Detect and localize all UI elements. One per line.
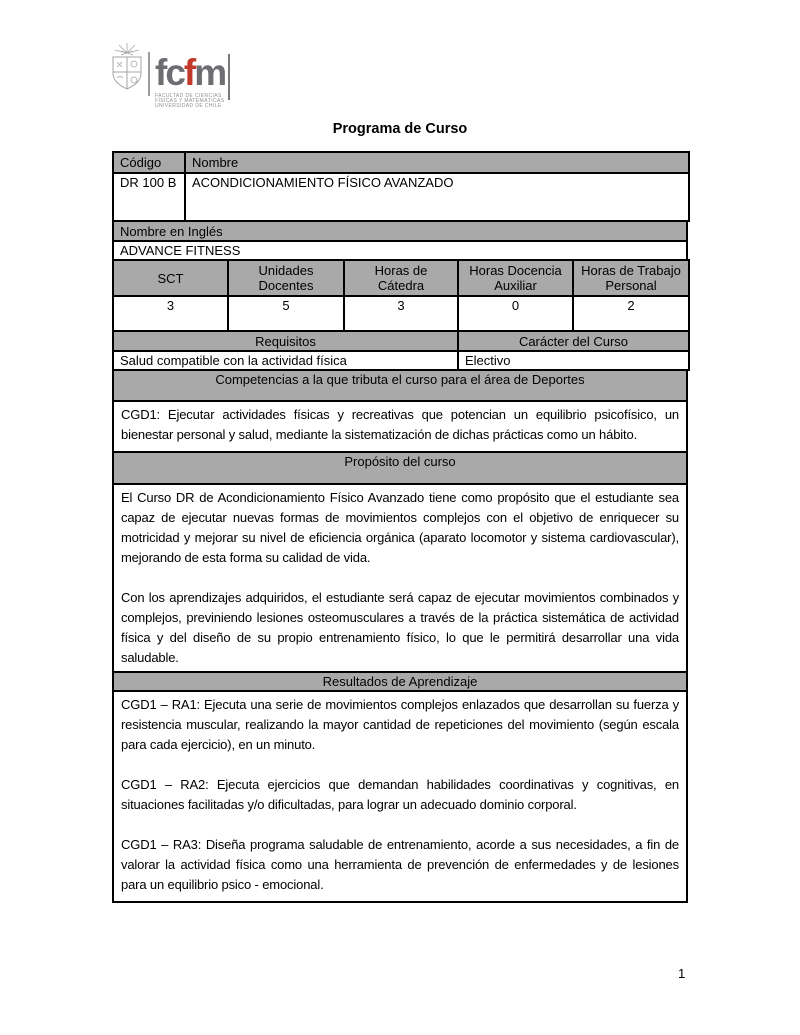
resultados-header-cell: Resultados de Aprendizaje <box>113 672 687 691</box>
requisitos-value-cell: Salud compatible con la actividad física <box>113 351 458 370</box>
logo-letter: f <box>155 52 166 93</box>
proposito-header-cell: Propósito del curso <box>113 452 687 484</box>
logo-caption-line: FACULTAD DE CIENCIAS <box>155 93 222 99</box>
description-section <box>112 369 688 903</box>
codigo-header-cell: Código <box>113 152 185 173</box>
requirements-section <box>112 330 690 371</box>
university-logo <box>106 42 230 109</box>
proposito-text-cell <box>113 484 687 672</box>
caracter-value-cell: Electivo <box>458 351 689 370</box>
proposito-paragraph: Con los aprendizajes adquiridos, el estudiante será capaz de ejecutar movimientos combinados y complejos, previniendo lesiones osteomusculares a través de la práctica sistemática de actividad física y del diseño de su propio entrenamiento físico, lo que le permitirá desarrollar una vida saludable. <box>121 590 679 665</box>
logo-letter: c <box>165 52 184 93</box>
logo-divider-left <box>148 52 150 96</box>
logo-caption-line: FÍSICAS Y MATEMÁTICAS <box>155 98 225 104</box>
logo-letter: m <box>194 52 226 93</box>
english-name-section <box>112 220 688 261</box>
proposito-paragraph: El Curso DR de Acondicionamiento Físico Avanzado tiene como propósito que el estudiante sea capaz de ejecutar nuevas formas de movimientos complejos con el objetivo de enriquecer su motricidad y mejorar su nivel de eficiencia orgánica (aparato locomotor y sistema cardiovascular), mejorando de esta forma su calidad de vida. <box>121 490 679 565</box>
horas-catedra-header-cell: Horas de Cátedra <box>344 260 458 296</box>
course-program-table <box>112 151 688 903</box>
logo-letter-accent: f <box>183 52 195 93</box>
codigo-value-cell: DR 100 B <box>113 173 185 221</box>
university-crest-icon <box>106 42 148 98</box>
sct-value-cell: 3 <box>113 296 228 331</box>
resultados-text-cell <box>113 691 687 902</box>
requisitos-header-cell: Requisitos <box>113 331 458 351</box>
logo-caption <box>155 94 225 109</box>
credits-hours-section <box>112 259 690 332</box>
code-name-section <box>112 151 690 222</box>
unidades-docentes-value-cell: 5 <box>228 296 344 331</box>
resultado-paragraph-ra1: CGD1 – RA1: Ejecuta una serie de movimientos complejos enlazados que desarrollan su fuerza y resistencia muscular, realizando la mayor cantidad de repeticiones del movimiento (según escala para cada ejercicio), en un minuto. <box>121 697 679 752</box>
nombre-ingles-value-cell: ADVANCE FITNESS <box>113 241 687 260</box>
nombre-value-cell: ACONDICIONAMIENTO FÍSICO AVANZADO <box>185 173 689 221</box>
page-number: 1 <box>678 966 686 981</box>
horas-docencia-auxiliar-header-cell: Horas Docencia Auxiliar <box>458 260 573 296</box>
horas-trabajo-personal-header-cell: Horas de Trabajo Personal <box>573 260 689 296</box>
nombre-ingles-header-cell: Nombre en Inglés <box>113 221 687 241</box>
competencias-header-cell: Competencias a la que tributa el curso para el área de Deportes <box>113 370 687 401</box>
horas-trabajo-personal-value-cell: 2 <box>573 296 689 331</box>
logo-wordmark <box>155 52 226 93</box>
nombre-header-cell: Nombre <box>185 152 689 173</box>
logo-caption-line: UNIVERSIDAD DE CHILE <box>155 103 222 109</box>
unidades-docentes-header-cell: Unidades Docentes <box>228 260 344 296</box>
page-title: Programa de Curso <box>332 121 468 137</box>
resultado-paragraph-ra2: CGD1 – RA2: Ejecuta ejercicios que demandan habilidades coordinativas y cognitivas, en situaciones facilitadas y/o dificultadas, para lograr un adecuado dominio corporal. <box>121 777 679 812</box>
caracter-header-cell: Carácter del Curso <box>458 331 689 351</box>
logo-divider-right <box>228 54 230 100</box>
horas-docencia-auxiliar-value-cell: 0 <box>458 296 573 331</box>
sct-header-cell: SCT <box>113 260 228 296</box>
resultado-paragraph-ra3: CGD1 – RA3: Diseña programa saludable de entrenamiento, acorde a sus necesidades, a fin de valorar la actividad física como una herramienta de prevención de enfermedades y de lesiones para un equilibrio psico - emocional. <box>121 837 679 892</box>
competencias-text-cell: CGD1: Ejecutar actividades físicas y recreativas que potencian un equilibrio psicofísico, un bienestar personal y salud, mediante la sistematización de dichas prácticas como un hábito. <box>113 401 687 452</box>
horas-catedra-value-cell: 3 <box>344 296 458 331</box>
logo-text-block <box>155 42 225 109</box>
